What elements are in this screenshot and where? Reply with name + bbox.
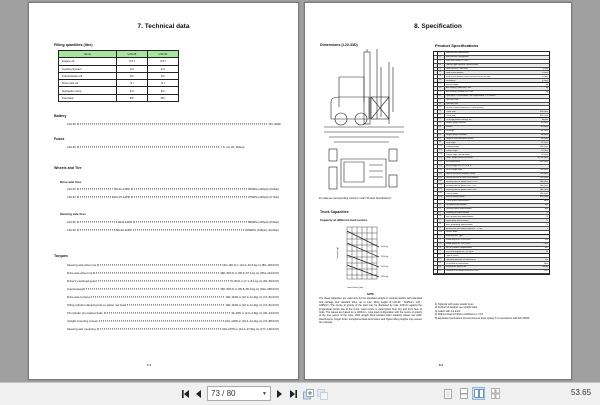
spec-row: 4.7 Height of overhead guard (cabin) h6 (mm)	[434, 138, 549, 142]
torque-row: Driver's overhead guard 70~80 N.m (7.1~8.1 kg.m) (52~59 lbf·ft)	[67, 279, 279, 283]
facing-view-button[interactable]	[472, 387, 485, 400]
torque-row: Steering axle wheel nut 120~160 N.m (12.2~16.3 kg.m) (89~118 lbf·ft)	[67, 263, 279, 267]
spec-row: 4.20 Overall length (Except forks) l2 (mm)	[434, 153, 549, 157]
spec-row: 5.3 Lowering speed laden/unladen m/s	[434, 208, 549, 212]
product-specs-table	[433, 51, 550, 275]
tire-row: L20-25 6.00x9-10PR 860kPa (125psi) (8.6bar)	[67, 220, 279, 224]
spec-row: 8.4 Sound level, driver's ear dB (A)	[434, 266, 549, 270]
spec-row: 2.3 Axle loading, unladen front / rear kg	[434, 91, 549, 95]
table-row: Drive axle oil 8 l 8 l	[59, 80, 179, 87]
spec-row: 7.1 Manufacturer / Type	[434, 235, 549, 239]
dimensions-caption: For data see corresponding number in chart "Product Specifications"	[319, 197, 392, 200]
battery-line: L20-33 12V, 80Ah	[67, 122, 281, 126]
spec-row: 8.5 Vibration in accordance with EN 13059 m/s²	[434, 270, 549, 274]
previous-view-icon	[303, 389, 314, 400]
spec-row: 1.5 Load capacity / rated load Q (kg)	[434, 68, 549, 72]
truck-capacities-heading: Truck Capacities	[320, 210, 349, 214]
torque-row: Counterweight 450~500 N.m (45.8~50.9 kg.m) (332~368 lbf·ft)	[67, 287, 279, 291]
capacity-heading: Capacity at different load centres	[320, 218, 368, 222]
spec-row: 4.32 Ground clearance centre of wheelbase m2 (mm)	[434, 177, 549, 181]
spec-row: 4.3 Freelift h2 (mm)	[434, 126, 549, 130]
dimensions-heading: Dimensions (L20-33D)	[320, 43, 358, 47]
page-number: 8.1	[439, 363, 443, 367]
footnote: 4) Without load at friction coefficient μ = 0,6	[435, 313, 484, 317]
footnote: 5) Equivalent permanent sound pressure level LpAeq,T in accordance with EN 12053	[435, 316, 530, 320]
spec-row: 4.23 Fork carriage DIN 15173, A, B	[434, 165, 549, 169]
spec-row: 1.6 Load centre distance c (mm)	[434, 71, 549, 75]
next-view-button[interactable]	[316, 388, 328, 400]
spec-row: 4.24 Fork carriage width b3 (mm)	[434, 169, 549, 173]
tire-row: L30-33 6.50x10-12PR 1000kPa (145psi) (10.0bar)	[67, 228, 279, 232]
product-specs-heading: Product Specifications	[435, 43, 479, 48]
continuous-view-button[interactable]	[458, 387, 470, 400]
spec-row: 7.4 No. of cylinders / displacement cm³	[434, 247, 549, 251]
spec-row: 3.3 Tyre size, rear	[434, 103, 549, 107]
torque-row: Drive axle wheel nut 480~560 N.m (48.9~57.1 kg.m) (354~413 lbf·ft)	[67, 271, 279, 275]
zoom-level[interactable]: 53.65	[571, 388, 592, 397]
single-page-icon	[444, 389, 452, 399]
spec-row: 4.21 Width, Single wheel/Dual wheel b1, b2 (mm)	[434, 157, 549, 161]
spec-row: 4.5 Height, upright extended h4 (mm)	[434, 134, 549, 138]
spec-row: 4.31 Ground clearance minimum, below m1 (mm)	[434, 173, 549, 177]
spec-row: 4.12 Coupling height h10 (mm)	[434, 145, 549, 149]
spec-footnotes	[435, 303, 529, 320]
svg-text:2500 kg: 2500 kg	[381, 256, 389, 258]
continuous-page-icon	[460, 388, 468, 399]
vertical-scrollbar[interactable]	[590, 0, 600, 382]
col-header: L30-33	[148, 51, 179, 58]
forklift-dimensions-diagram	[319, 47, 424, 197]
spec-row: 8.2 Operating pressure for attachments bar	[434, 258, 549, 262]
spec-row: 5.8 Max. gradeability laden/unladen %	[434, 223, 549, 227]
continuous-facing-view-button[interactable]	[489, 387, 501, 400]
page-number-value: 73 / 80	[211, 389, 236, 398]
chart-x-label: Load Centre (mm)	[347, 287, 364, 289]
last-page-button[interactable]	[287, 388, 297, 400]
table-row: Engine oil 6.5 l 6.5 l	[59, 58, 179, 65]
spec-row: 3.5 Wheels, number front/rear (x = drive wheels)	[434, 106, 549, 110]
torque-row: Tilt cylinder pin retainer bolts 40~45N.m (4.0~4.6kg.m) (30~33 lbf·ft)	[67, 311, 279, 315]
spec-row: 3.1 Tyres tyres, P = pneumatic, SE = superelastic, C = cushion	[434, 95, 549, 99]
svg-text:3000 kg: 3000 kg	[381, 246, 389, 248]
spec-row: 3.2 Tyre size, front	[434, 99, 549, 103]
spec-row: 1.9 Wheelbase y (mm)	[434, 79, 549, 83]
svg-text:2000 kg: 2000 kg	[381, 266, 389, 268]
next-page-button[interactable]	[274, 388, 284, 400]
next-page-icon	[276, 390, 282, 398]
spec-row: 4.36 Internal turning radius b13 (mm)	[434, 196, 549, 200]
note-block: NOTE The listed capacities are valid only for the standard upright in vertical position with standard fork carriage and standard forks, up to max. lifting height of L20-30 : 3195mm, L33 : 3195mm. The centre of gravity of the load may be displaced by max. 100mm against the longitudinal centre line of the truck. Load centre is determined from top and front face of forks. The values are based on a 1000mm, cube load configuration with the centre of gravity at the true centre of the cube. With upright tilted forward lower capacity values are valid. Attachments, longer forks, exceptional load dimensions and higher lifting heights may reduce the capacity.	[319, 293, 422, 325]
battery-heading: Battery	[54, 114, 67, 118]
torque-row: Drive axle to frame 100~110N.m (10.2~11.2kg.m) (74~81 lbf·ft)	[67, 295, 279, 299]
wheels-heading: Wheels and Tire	[54, 166, 82, 170]
fuses-line: L20-33 5, 7.5, 10, 20, 30Amp	[67, 145, 245, 149]
spec-row: 4.35 Turning radius Wa (mm)	[434, 192, 549, 196]
filling-table	[58, 50, 179, 102]
spec-row: 5.6 Max. drawbar pull laden/unladen N	[434, 215, 549, 219]
svg-text:1800 kg: 1800 kg	[381, 276, 389, 278]
torques-heading: Torques	[54, 254, 68, 258]
spec-row: 1.2 Manufacturer's designation	[434, 56, 549, 60]
spec-row: 4.34 Stacking aisle for pallets 800 x 1200 Ast (mm)	[434, 184, 549, 188]
spec-row: 7.5 Fuel consumption acc. VDI cycle l/h	[434, 250, 549, 254]
spec-row: 5.1 Travel speed laden/unladen km/h	[434, 200, 549, 204]
first-page-icon	[182, 390, 191, 398]
next-view-icon	[317, 389, 328, 400]
torque-row: Upright mounting screws 100~120N.m (10.2~12.2kg.m) (74~88 lbf·ft)	[67, 319, 279, 323]
spec-row: 2.1 Service weight kg	[434, 83, 549, 87]
footnote: 3) Laden with 1,0 km/h	[435, 309, 461, 313]
spec-row: 1.1 Manufacturer (abbreviation)	[434, 52, 549, 56]
page-title: 7. Technical data	[137, 23, 190, 30]
spec-row: 5.9 Acceleration time laden/unladen (0 ~ 15 m) s	[434, 227, 549, 231]
spec-row: 8.1 Type of control	[434, 254, 549, 258]
torque-row: Tilting cylinder clamping bolt on piston rod head 100~110N.m (10.2~11.2kg.m) (74~81 lbf·ft)	[67, 303, 279, 307]
spec-row: 1.3 Drive unit (Diesel, LP Gas)	[434, 60, 549, 64]
first-page-button[interactable]	[181, 388, 191, 400]
spec-row: 4.2 Height, upright lowered h1 (mm)	[434, 122, 549, 126]
torque-row: Steering axle mounting 240~270N.m (24.4~27.5kg.m) (177~199 lbf·ft)	[67, 327, 279, 331]
spec-row: 4.19 Overall length l1 (mm)	[434, 149, 549, 153]
page-number: 7.1	[147, 363, 151, 367]
table-row: Cooling System 11 l 11 l	[59, 65, 179, 72]
footnote: 2) Further lift heights see upright table	[435, 306, 478, 310]
spec-row: 8.3 Oil volume for attachments l/min	[434, 262, 549, 266]
page-title: 8. Specification	[414, 23, 462, 30]
previous-page-icon	[196, 390, 202, 398]
spec-row: 1.4 Operator type stand-on / driver seated	[434, 64, 549, 68]
viewer-toolbar	[0, 382, 600, 405]
footnote: 1) Optional with super-elastic tyres	[435, 303, 474, 306]
spec-row: 3.7 Tread, rear b11 (mm)	[434, 114, 549, 118]
spec-row: 4.22 Fork dimensions s/e/l (mm)	[434, 161, 549, 165]
two-page-icon	[474, 389, 484, 398]
spec-row: 5.7 Gradeability laden/unladen %	[434, 219, 549, 223]
col-header: Items	[59, 51, 117, 58]
spec-row: 3.6 Tread, front b10 (mm)	[434, 110, 549, 114]
page-right	[304, 2, 572, 380]
fuses-heading: Fuses	[54, 137, 65, 141]
col-header: L20-25	[117, 51, 148, 58]
continuous-facing-icon	[491, 388, 500, 399]
spec-row: 5.10 Service brake	[434, 231, 549, 235]
spec-row: 2.2 Axle loading, laden front / rear kg	[434, 87, 549, 91]
spec-row: 7.3 Rated speed acc. DIN 70020 r.p.m	[434, 243, 549, 247]
spec-row: 4.33 Stacking aisle for pallets 1000 x 1200 Ast (mm)	[434, 180, 549, 184]
drive-tires-heading: Drive axle tires	[60, 180, 82, 184]
filling-heading: Filling quantities (liter)	[54, 43, 93, 47]
page-left	[28, 2, 299, 380]
page-number-field[interactable]	[207, 386, 271, 401]
tire-row: L20-25 7.00x12-14PR 900kPa (130psi) (9.0bar)	[67, 187, 279, 191]
table-row: Transmission oil 10 l 10 l	[59, 72, 179, 79]
spec-row: 4.4 Lift height h3 (mm)	[434, 130, 549, 134]
spec-row: 4.8 Seat height h7 (mm)	[434, 141, 549, 145]
spec-row: 5.2 Lift speed laden/unladen m/s	[434, 204, 549, 208]
last-page-icon	[288, 390, 297, 398]
spec-row: 4.34 Stacking aisle for pallets 1000 x 800 Ast (mm)	[434, 188, 549, 192]
table-row: Hydraulic sump 41 l 41 l	[59, 87, 179, 94]
chevron-down-icon[interactable]: ▼	[262, 390, 267, 397]
table-row: Fuel tank 45 l 50 l	[59, 94, 179, 101]
previous-page-button[interactable]	[194, 388, 204, 400]
spec-row: 4.1 Tilt of upright/fork carriage, α/β degree	[434, 118, 549, 122]
spec-row: 5.5 Drawbar pull laden/unladen N	[434, 212, 549, 216]
spec-row: 1.8 Load centre distance, centre of drive axle to fork face x (mm)	[434, 75, 549, 79]
single-page-view-button[interactable]	[442, 387, 454, 400]
capacity-chart	[335, 225, 395, 287]
steer-tires-heading: Steering axle tires	[60, 212, 86, 216]
svg-text:Capacity (kg): Capacity (kg)	[337, 247, 339, 259]
previous-view-button[interactable]	[302, 388, 314, 400]
spec-row: 7.2 Rated output acc. DIN 70020 kW	[434, 239, 549, 243]
tire-row: L30-33 28x9-15-14PR 970kPa (140psi) (9.7bar)	[67, 195, 279, 199]
